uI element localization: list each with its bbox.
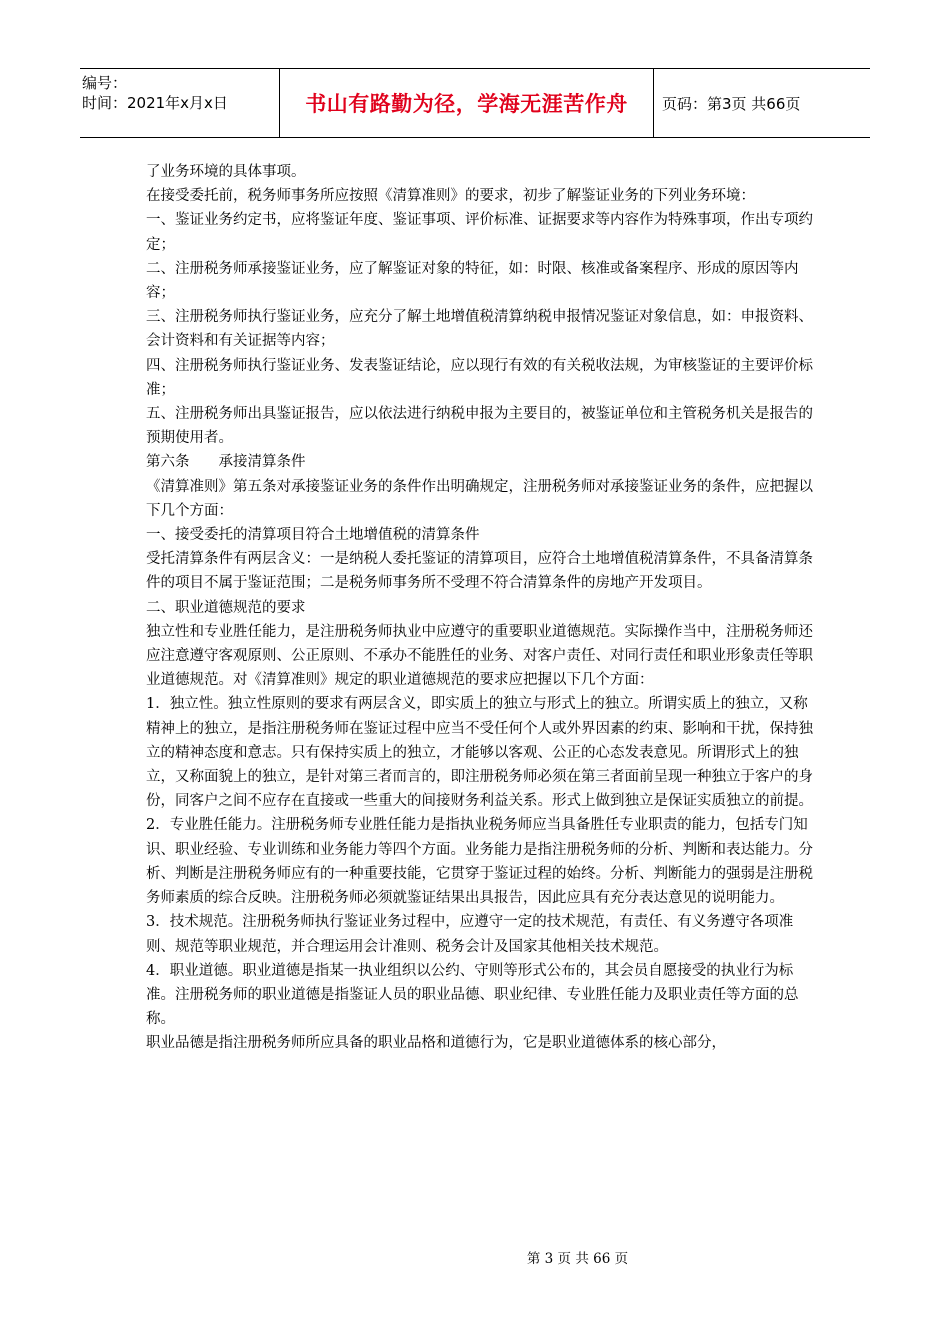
paragraph: 《清算准则》第五条对承接鉴证业务的条件作出明确规定，注册税务师对承接鉴证业务的条件，应把握以下几个方面： <box>146 478 813 519</box>
paragraph: 3．技术规范。注册税务师执行鉴证业务过程中，应遵守一定的技术规范，有责任、有义务遵守各项准则、规范等职业规范，并合理运用会计准则、税务会计及国家其他相关技术规范。 <box>146 914 794 955</box>
paragraph: 职业品德是指注册税务师所应具备的职业品格和道德行为，它是职业道德体系的核心部分， <box>146 1035 726 1052</box>
paragraph: 2．专业胜任能力。注册税务师专业胜任能力是指执业税务师应当具备胜任专业职责的能力，包括专门知识、职业经验、专业训练和业务能力等四个方面。业务能力是指注册税务师的分析、判断和表达能力。分析、判断是注册税务师应有的一种重要技能，它贯穿于鉴证过程的始终。分析、判断能力的强弱是注册税务师素质的综合反映。注册税务师必须就鉴证结果出具报告，因此应具有充分表达意见的说明能力。 <box>146 817 813 907</box>
document-body <box>146 160 814 1056</box>
paragraph: 独立性和专业胜任能力，是注册税务师执业中应遵守的重要职业道德规范。实际操作当中，注册税务师还应注意遵守客观原则、公正原则、不承办不能胜任的业务、对客户责任、对同行责任和职业形象责任等职业道德规范。对《清算准则》规定的职业道德规范的要求应把握以下几个方面： <box>146 623 813 689</box>
header-meta <box>80 69 280 137</box>
section-heading: 第六条 承接清算条件 <box>146 454 306 471</box>
header-page-info: 页码：第3页 共66页 <box>662 94 801 113</box>
paragraph: 在接受委托前，税务师事务所应按照《清算准则》的要求，初步了解鉴证业务的下列业务环境： <box>146 188 755 205</box>
paragraph: 1．独立性。独立性原则的要求有两层含义，即实质上的独立与形式上的独立。所谓实质上的独立，又称精神上的独立，是指注册税务师在鉴证过程中应当不受任何个人或外界因素的约束、影响和干扰，保持独立的精神态度和意志。只有保持实质上的独立，才能够以客观、公正的心态发表意见。所谓形式上的独立，又称面貌上的独立，是针对第三者而言的，即注册税务师必须在第三者面前呈现一种独立于客户的身份，同客户之间不应存在直接或一些重大的间接财务利益关系。形式上做到独立是保证实质独立的前提。 <box>146 696 813 810</box>
paragraph: 二、注册税务师承接鉴证业务，应了解鉴证对象的特征，如：时限、核准或备案程序、形成的原因等内容； <box>146 260 799 302</box>
page-header <box>80 68 870 138</box>
paragraph: 受托清算条件有两层含义：一是纳税人委托鉴证的清算项目，应符合土地增值税清算条件，不具备清算条件的项目不属于鉴证范围；二是税务师事务所不受理不符合清算条件的房地产开发项目。 <box>146 551 813 592</box>
paragraph: 四、注册税务师执行鉴证业务、发表鉴证结论，应以现行有效的有关税收法规，为审核鉴证的主要评价标准； <box>146 357 813 398</box>
document-date-label: 时间：2021年x月x日 <box>82 94 228 112</box>
paragraph: 一、鉴证业务约定书，应将鉴证年度、鉴证事项、评价标准、证据要求等内容作为特殊事项，作出专项约定； <box>146 212 813 253</box>
paragraph: 一、接受委托的清算项目符合土地增值税的清算条件 <box>146 527 480 544</box>
paragraph: 4．职业道德。职业道德是指某一执业组织以公约、守则等形式公布的，其会员自愿接受的执业行为标准。注册税务师的职业道德是指鉴证人员的职业品德、职业纪律、专业胜任能力及职业责任等方面的总称。 <box>146 962 799 1028</box>
paragraph: 五、注册税务师出具鉴证报告，应以依法进行纳税申报为主要目的，被鉴证单位和主管税务机关是报告的预期使用者。 <box>146 406 813 447</box>
paragraph: 二、职业道德规范的要求 <box>146 599 306 616</box>
header-motto: 书山有路勤为径，学海无涯苦作舟 <box>280 69 654 137</box>
document-number-label: 编号： <box>82 74 128 92</box>
paragraph: 三、注册税务师执行鉴证业务，应充分了解土地增值税清算纳税申报情况鉴证对象信息，如：申报资料、会计资料和有关证据等内容； <box>146 309 813 350</box>
page-footer: 第 3 页 共 66 页 <box>526 1251 629 1267</box>
paragraph: 了业务环境的具体事项。 <box>146 164 306 180</box>
